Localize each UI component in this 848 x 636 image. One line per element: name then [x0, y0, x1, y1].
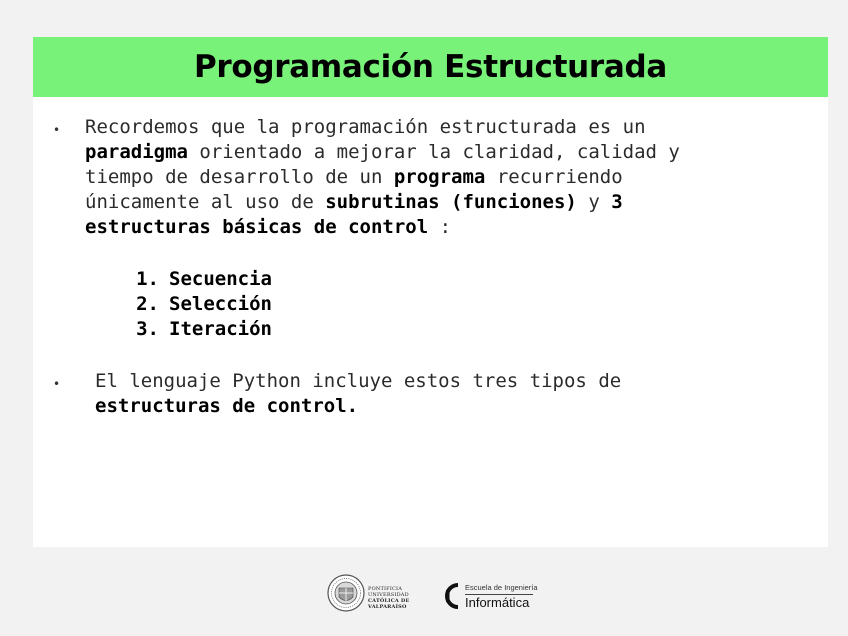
list-item	[127, 292, 272, 317]
school-name-large: Informática	[465, 595, 530, 610]
emphasis-text: 3 estructuras básicas de control	[85, 191, 623, 238]
university-seal-icon	[327, 574, 365, 612]
footer	[0, 560, 848, 636]
text-run: El lenguaje Python incluye estos tres tipos de	[95, 370, 622, 392]
university-name: PONTIFICIA UNIVERSIDAD CATÓLICA DE VALPARAÍSO	[368, 586, 410, 610]
emphasis-text: paradigma	[85, 141, 188, 163]
slide-title: Programación Estructurada	[194, 49, 667, 85]
text-run: y	[576, 191, 612, 213]
list-item	[127, 317, 272, 342]
paragraph-python	[95, 369, 621, 419]
school-name-small: Escuela de Ingeniería	[465, 583, 538, 592]
list-item-label: Selección	[169, 293, 272, 315]
text-run: orientado a mejorar la claridad, calidad y tiempo de desarrollo de un	[85, 141, 680, 188]
list-item-number: 1.	[136, 268, 159, 290]
slide	[33, 37, 828, 547]
list-item-label: Secuencia	[169, 268, 272, 290]
text-run: Recordemos que la programación estructurada es un	[85, 116, 646, 138]
emphasis-text: programa	[393, 166, 486, 188]
bullet-icon: •	[53, 123, 61, 137]
list-item-number: 3.	[136, 318, 159, 340]
list-item-number: 2.	[136, 293, 159, 315]
text-run: :	[428, 216, 452, 238]
slide-content	[33, 97, 828, 547]
emphasis-text: subrutinas (funciones)	[325, 191, 577, 213]
bullet-icon: •	[53, 377, 61, 391]
emphasis-text: estructuras de control.	[95, 395, 359, 417]
list-item	[127, 267, 272, 292]
text-run: recurriendo únicamente al uso de	[85, 166, 623, 213]
list-item-label: Iteración	[169, 318, 272, 340]
paragraph-structured-programming	[85, 115, 680, 240]
title-bar	[33, 37, 828, 97]
control-structures-list	[127, 267, 272, 342]
school-logo-icon	[438, 582, 462, 610]
